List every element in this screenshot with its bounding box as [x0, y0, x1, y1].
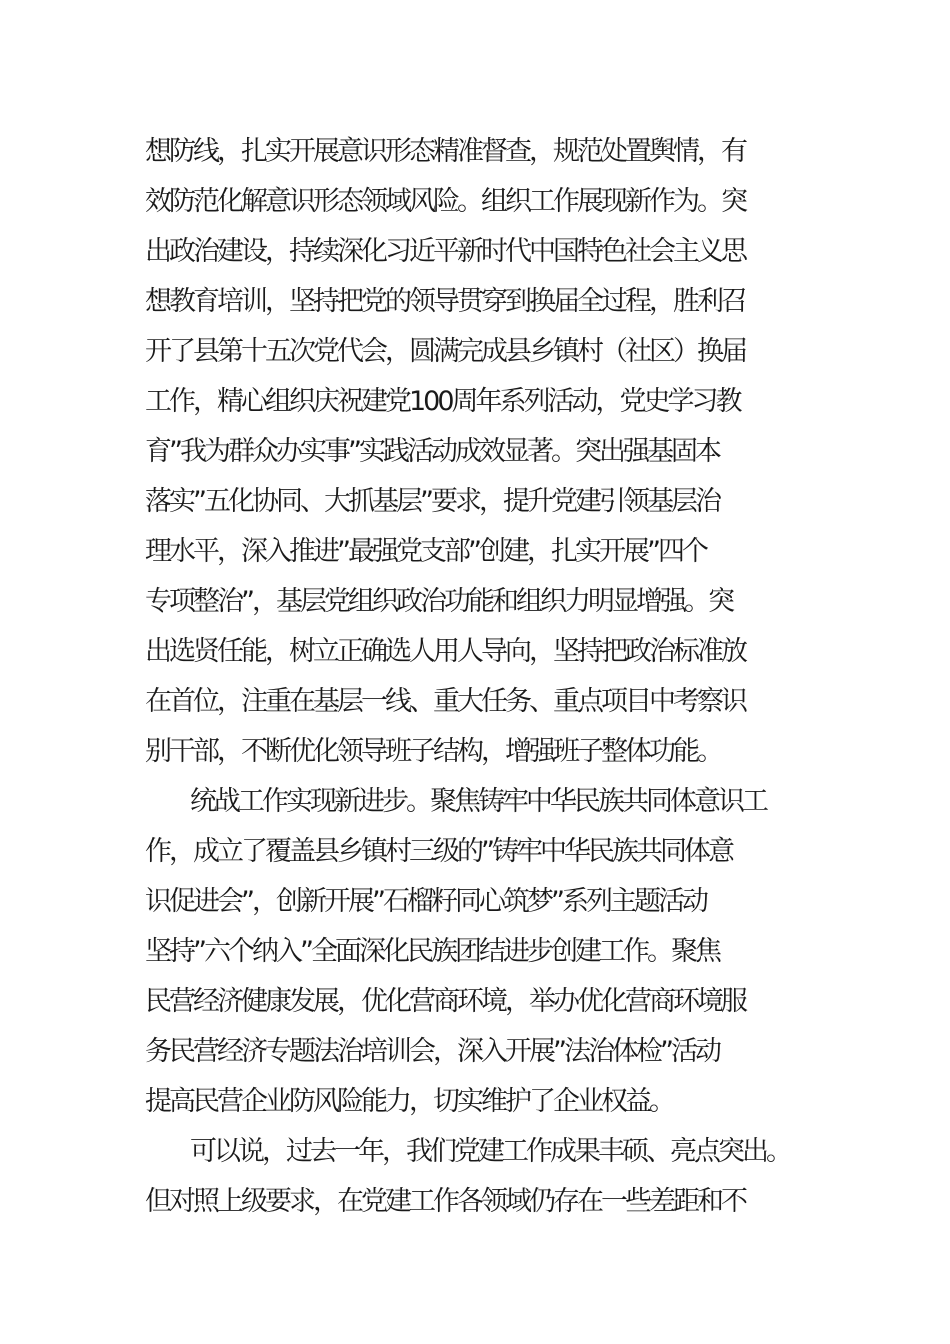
paragraph-first-line: 统战工作实现新进步。聚焦铸牢中华民族共同体意识工 [190, 786, 766, 817]
text-line: 工作，精心组织庆祝建党100周年系列活动，党史学习教 [145, 386, 740, 417]
text-line: 专项整治”，基层党组织政治功能和组织力明显增强。突 [145, 586, 732, 617]
text-line: 落实”五化协同、大抓基层”要求，提升党建引领基层治 [145, 486, 719, 517]
text-line: 想防线，扎实开展意识形态精准督查，规范处置舆情，有 [145, 136, 745, 167]
text-line: 理水平，深入推进”最强党支部”创建，扎实开展”四个 [145, 536, 706, 567]
text-line: 提高民营企业防风险能力，切实维护了企业权益。 [145, 1086, 673, 1117]
paragraph-first-line: 可以说，过去一年，我们党建工作成果丰硕、亮点突出。 [190, 1136, 790, 1167]
text-line: 出选贤任能，树立正确选人用人导向，坚持把政治标准放 [145, 636, 745, 667]
text-line: 识促进会”，创新开展”石榴籽同心筑梦”系列主题活动 [145, 886, 706, 917]
text-line: 但对照上级要求，在党建工作各领域仍存在一些差距和不 [145, 1186, 745, 1217]
text-line: 想教育培训，坚持把党的领导贯穿到换届全过程，胜利召 [145, 286, 745, 317]
text-line: 民营经济健康发展，优化营商环境，举办优化营商环境服 [145, 986, 745, 1017]
text-line: 务民营经济专题法治培训会，深入开展”法治体检”活动 [145, 1036, 719, 1067]
text-line: 开了县第十五次党代会，圆满完成县乡镇村（社区）换届 [145, 336, 745, 367]
text-line: 在首位，注重在基层一线、重大任务、重点项目中考察识 [145, 686, 745, 717]
text-line: 育”我为群众办实事”实践活动成效显著。突出强基固本 [145, 436, 719, 467]
text-line: 出政治建设，持续深化习近平新时代中国特色社会主义思 [145, 236, 745, 267]
text-line: 作，成立了覆盖县乡镇村三级的”铸牢中华民族共同体意 [145, 836, 732, 867]
text-line: 别干部，不断优化领导班子结构，增强班子整体功能。 [145, 736, 721, 767]
text-line: 坚持”六个纳入”全面深化民族团结进步创建工作。聚焦 [145, 936, 719, 967]
text-line: 效防范化解意识形态领域风险。组织工作展现新作为。突 [145, 186, 745, 217]
